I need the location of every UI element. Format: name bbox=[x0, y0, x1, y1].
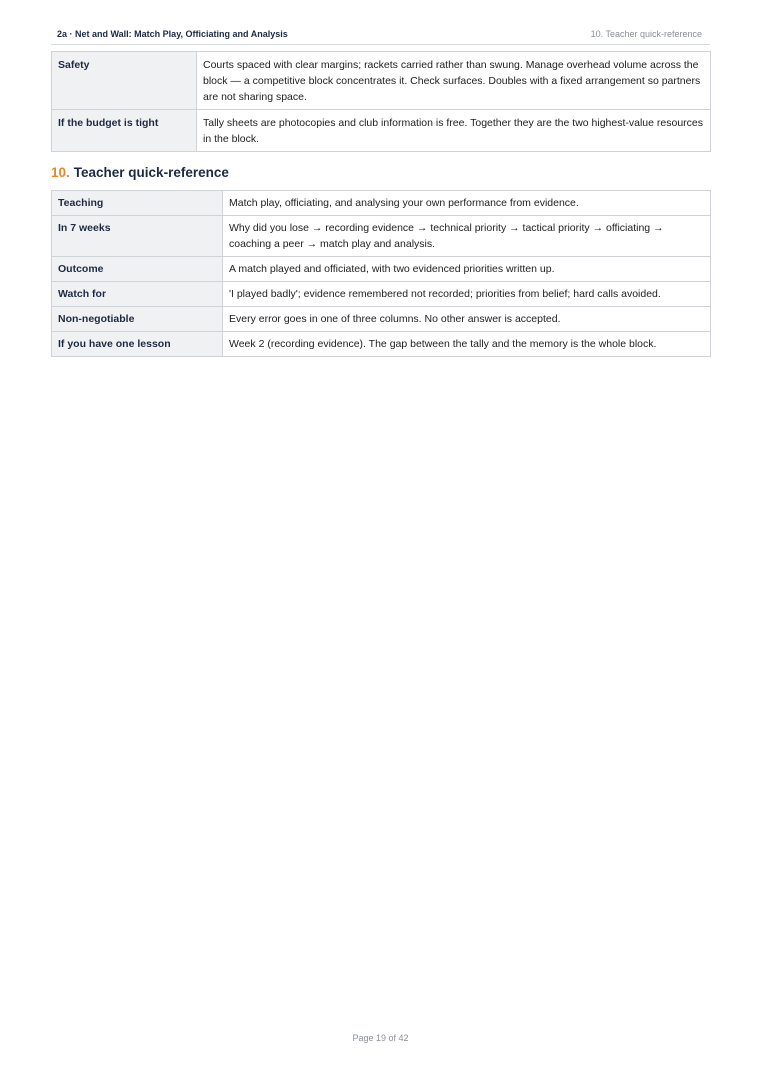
table-row bbox=[52, 307, 711, 332]
table-row bbox=[52, 52, 711, 110]
document-title: 2a · Net and Wall: Match Play, Officiating and Analysis bbox=[57, 29, 288, 39]
row-label-weeks: In 7 weeks bbox=[52, 216, 223, 257]
row-value-outcome: A match played and officiated, with two evidenced priorities written up. bbox=[223, 257, 711, 282]
continued-table bbox=[51, 51, 711, 152]
section-heading bbox=[51, 165, 229, 180]
row-label-non-negotiable: Non-negotiable bbox=[52, 307, 223, 332]
row-value-budget: Tally sheets are photocopies and club information is free. Together they are the two highest-value resources in the block. bbox=[197, 110, 711, 152]
row-value-one-lesson: Week 2 (recording evidence). The gap between the tally and the memory is the whole block. bbox=[223, 332, 711, 357]
row-value-weeks: Why did you lose → recording evidence → technical priority → tactical priority → officiating → coaching a peer → match play and analysis. bbox=[223, 216, 711, 257]
page-number: Page 19 of 42 bbox=[352, 1033, 409, 1043]
row-label-one-lesson: If you have one lesson bbox=[52, 332, 223, 357]
section-title: Teacher quick-reference bbox=[73, 165, 229, 180]
quick-reference-table bbox=[51, 190, 711, 357]
table-row bbox=[52, 257, 711, 282]
row-value-watch-for: 'I played badly'; evidence remembered not recorded; priorities from belief; hard calls avoided. bbox=[223, 282, 711, 307]
row-value-safety: Courts spaced with clear margins; rackets carried rather than swung. Manage overhead volume across the block — a competitive block concentrates it. Check surfaces. Doubles with a fixed arrangement so partners are not sharing space. bbox=[197, 52, 711, 110]
row-value-non-negotiable: Every error goes in one of three columns. No other answer is accepted. bbox=[223, 307, 711, 332]
row-label-teaching: Teaching bbox=[52, 191, 223, 216]
row-label-budget: If the budget is tight bbox=[52, 110, 197, 152]
row-value-teaching: Match play, officiating, and analysing your own performance from evidence. bbox=[223, 191, 711, 216]
table-row bbox=[52, 216, 711, 257]
table-row bbox=[52, 110, 711, 152]
table-row bbox=[52, 332, 711, 357]
table-row bbox=[52, 191, 711, 216]
row-label-outcome: Outcome bbox=[52, 257, 223, 282]
running-header bbox=[51, 28, 710, 45]
table-row bbox=[52, 282, 711, 307]
row-label-safety: Safety bbox=[52, 52, 197, 110]
section-number: 10. bbox=[51, 165, 70, 180]
section-reference: 10. Teacher quick-reference bbox=[590, 29, 702, 39]
row-label-watch-for: Watch for bbox=[52, 282, 223, 307]
